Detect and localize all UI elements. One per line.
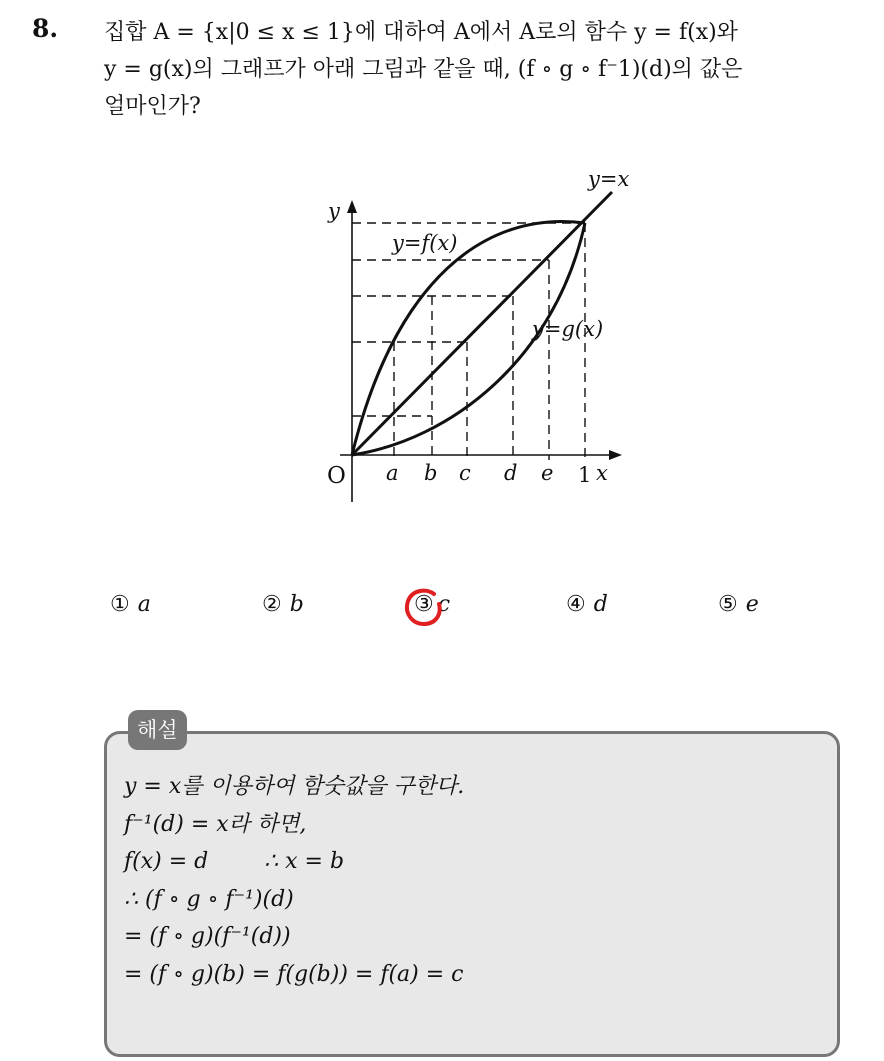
choice-3-value: c <box>437 592 451 617</box>
tick-b: b <box>424 461 438 485</box>
answer-circle-mark <box>404 587 444 627</box>
tick-c: c <box>459 461 471 485</box>
choice-5[interactable] <box>718 592 759 617</box>
tick-e: e <box>541 461 554 485</box>
choice-2-value: b <box>289 592 304 617</box>
label-y-equals-x: y=x <box>588 167 630 191</box>
question-text <box>104 14 864 125</box>
solution-line-6: = (f ∘ g)(b) = f(g(b)) = f(a) = c <box>124 961 464 987</box>
choice-5-value: e <box>745 592 759 617</box>
choice-2-number: ② <box>262 592 282 617</box>
solution-line-3: f(x) = d ∴ x = b <box>124 849 345 874</box>
choice-2[interactable] <box>262 592 304 617</box>
question-line-1: 집합 A = {x|0 ≤ x ≤ 1}에 대하여 A에서 A로의 함수 y = f(x)와 <box>104 20 738 45</box>
solution-line-5: = (f ∘ g)(f⁻¹(d)) <box>124 924 291 949</box>
question-line-3: 얼마인가? <box>104 94 201 119</box>
x-axis-arrow <box>609 450 622 460</box>
solution-content <box>124 768 464 993</box>
choice-1-number: ① <box>110 592 130 617</box>
label-f-curve: y=f(x) <box>392 231 458 255</box>
choice-4-value: d <box>593 592 608 617</box>
tick-one: 1 <box>578 463 592 487</box>
guide-lines <box>352 223 585 460</box>
solution-tag: 해설 <box>128 710 187 750</box>
question-line-2: y = g(x)의 그래프가 아래 그림과 같을 때, (f ∘ g ∘ f⁻1)(d)의 값은 <box>104 57 743 82</box>
choice-5-number: ⑤ <box>718 592 738 617</box>
solution-line-4: ∴ (f ∘ g ∘ f⁻¹)(d) <box>124 886 294 912</box>
choice-1-value: a <box>137 592 151 617</box>
tick-d: d <box>504 461 518 485</box>
solution-line-2: f⁻¹(d) = x라 하면, <box>124 811 307 837</box>
label-origin: O <box>327 463 346 489</box>
choice-1[interactable] <box>110 592 151 617</box>
choice-4[interactable] <box>566 592 608 617</box>
solution-line-1: y = x를 이용하여 함숫값을 구한다. <box>124 774 465 799</box>
label-x-axis: x <box>596 461 608 485</box>
function-graph <box>300 160 660 510</box>
question-number: 8. <box>32 14 59 43</box>
choice-3-number: ③ <box>414 592 434 617</box>
tick-a: a <box>386 461 399 485</box>
label-y-axis: y <box>328 199 340 223</box>
choice-4-number: ④ <box>566 592 586 617</box>
label-g-curve: y=g(x) <box>532 317 604 341</box>
y-axis-arrow <box>347 200 357 213</box>
